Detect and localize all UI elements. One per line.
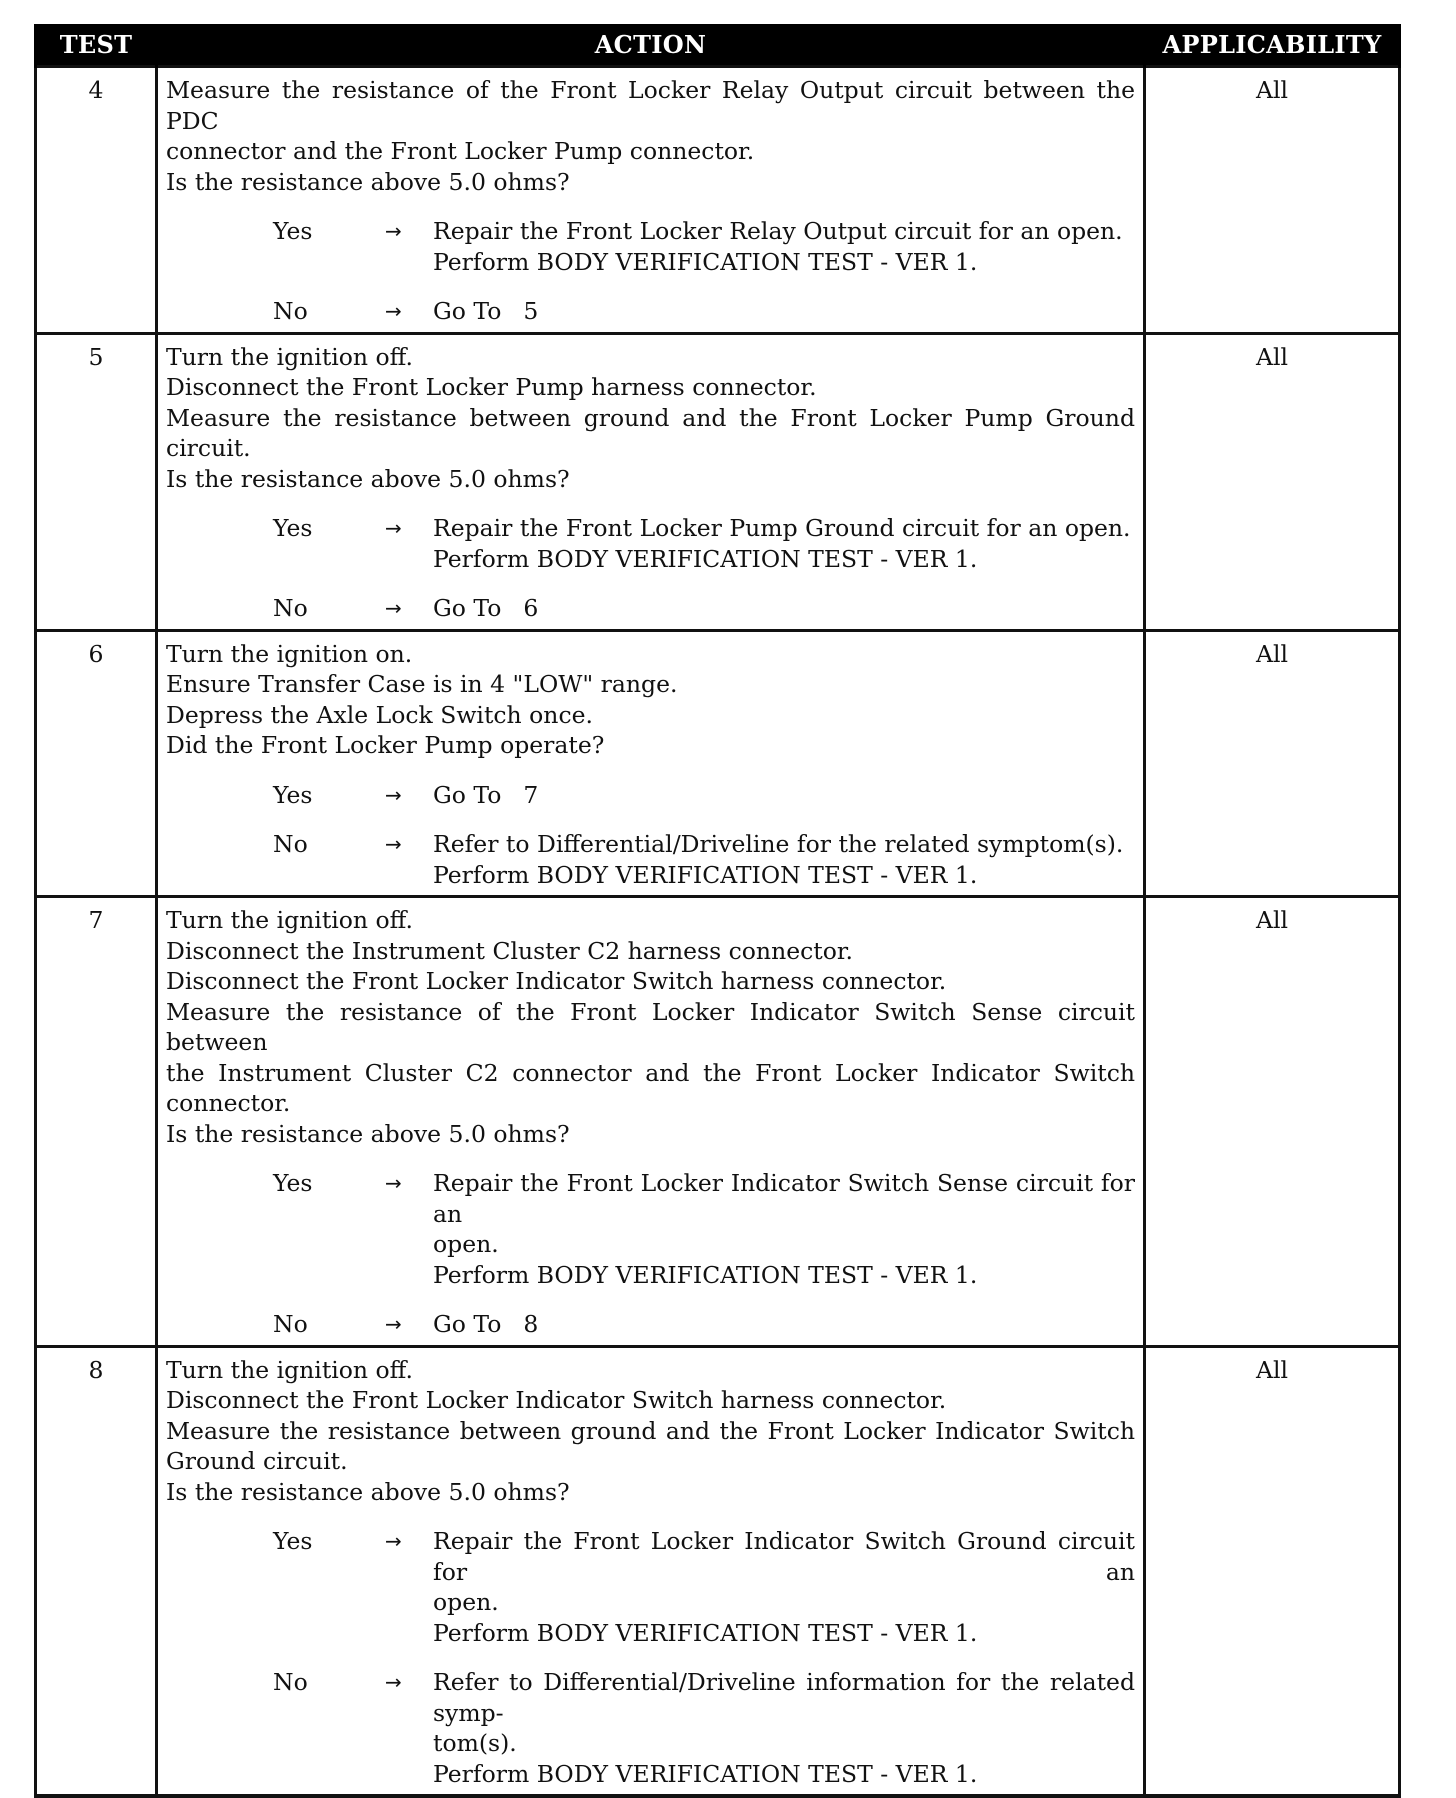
response-label: No <box>273 297 308 325</box>
applicability-value: All <box>1145 67 1400 334</box>
goto-label: Go To <box>433 1310 502 1338</box>
right-arrow-icon: → <box>385 219 402 243</box>
right-arrow-icon: → <box>385 782 402 807</box>
action-step-text: Ensure Transfer Case is in 4 "LOW" range. <box>166 670 678 698</box>
response-body <box>433 513 1135 574</box>
response-label: No <box>273 1310 308 1338</box>
response-text: Repair the Front Locker Indicator Switch Ground circuit for an <box>433 1527 1135 1586</box>
action-step-text: Is the resistance above 5.0 ohms? <box>166 1477 570 1506</box>
action-step-text: Is the resistance above 5.0 ohms? <box>166 1119 570 1148</box>
yes-response <box>166 216 1135 277</box>
response-text: Repair the Front Locker Relay Output circuit for an open. <box>433 217 1123 245</box>
goto-link[interactable] <box>433 1310 538 1338</box>
action-cell <box>157 1346 1145 1796</box>
response-text: Perform BODY VERIFICATION TEST - VER 1. <box>433 1260 978 1289</box>
goto-label: Go To <box>433 780 502 809</box>
header-applicability: APPLICABILITY <box>1145 24 1400 67</box>
no-response <box>166 829 1135 890</box>
response-label: Yes <box>273 1169 313 1197</box>
table-body <box>36 67 1400 1797</box>
goto-label: Go To <box>433 297 502 325</box>
action-cell <box>157 630 1145 897</box>
response-text: open. <box>433 1588 499 1616</box>
action-step-text: Turn the ignition on. <box>166 639 413 668</box>
applicability-value: All <box>1145 630 1400 897</box>
response-label: Yes <box>273 1527 313 1555</box>
test-number: 7 <box>36 897 157 1347</box>
response-label: No <box>273 830 308 858</box>
response-text: Perform BODY VERIFICATION TEST - VER 1. <box>433 860 978 889</box>
response-body <box>433 1309 1135 1340</box>
action-step-text: connector and the Front Locker Pump connector. <box>166 137 755 165</box>
table-row <box>36 897 1400 1347</box>
action-step-text: Ground circuit. <box>166 1447 348 1475</box>
applicability-value: All <box>1145 897 1400 1347</box>
yes-response <box>166 1526 1135 1648</box>
action-step-text: Did the Front Locker Pump operate? <box>166 731 605 759</box>
yes-response <box>166 513 1135 574</box>
action-cell <box>157 67 1145 334</box>
action-step-text: Is the resistance above 5.0 ohms? <box>166 167 570 196</box>
no-response <box>166 593 1135 624</box>
right-arrow-icon: → <box>385 832 402 856</box>
goto-test-number: 5 <box>523 297 539 325</box>
diagnostic-page <box>34 24 1398 1798</box>
response-text: Repair the Front Locker Indicator Switch Sense circuit for an <box>433 1169 1135 1228</box>
test-number: 4 <box>36 67 157 334</box>
response-text: Perform BODY VERIFICATION TEST - VER 1. <box>433 1618 978 1647</box>
response-label: Yes <box>273 514 313 542</box>
goto-link[interactable] <box>433 594 538 622</box>
right-arrow-icon: → <box>385 1529 402 1553</box>
response-text: Refer to Differential/Driveline information for the related symp- <box>433 1668 1135 1727</box>
action-step-text: Disconnect the Instrument Cluster C2 harness connector. <box>166 936 853 965</box>
action-step-text: Depress the Axle Lock Switch once. <box>166 700 593 729</box>
response-text: Repair the Front Locker Pump Ground circuit for an open. <box>433 514 1131 542</box>
header-test: TEST <box>36 24 157 67</box>
action-cell <box>157 897 1145 1347</box>
action-cell <box>157 333 1145 630</box>
response-label: Yes <box>273 780 313 809</box>
right-arrow-icon: → <box>385 1171 402 1195</box>
applicability-value: All <box>1145 1346 1400 1796</box>
table-row <box>36 333 1400 630</box>
action-step-text: Is the resistance above 5.0 ohms? <box>166 464 570 493</box>
response-body <box>433 216 1135 277</box>
action-step-text: Disconnect the Front Locker Indicator Switch harness connector. <box>166 1386 947 1414</box>
response-body <box>433 593 1135 624</box>
table-header <box>36 24 1400 67</box>
action-step-text: connector. <box>166 1089 291 1117</box>
goto-link[interactable] <box>433 781 538 809</box>
no-response <box>166 1309 1135 1340</box>
response-text: open. <box>433 1230 499 1258</box>
test-number: 5 <box>36 333 157 630</box>
goto-label: Go To <box>433 594 502 622</box>
table-row <box>36 1346 1400 1796</box>
action-step-text: Measure the resistance between ground and the Front Locker Indicator Switch <box>166 1416 1135 1445</box>
response-text: tom(s). <box>433 1729 517 1757</box>
action-step-text: Turn the ignition off. <box>166 1355 414 1384</box>
response-text: Perform BODY VERIFICATION TEST - VER 1. <box>433 247 978 276</box>
action-step-text: Measure the resistance of the Front Locker Indicator Switch Sense circuit between <box>166 997 1135 1056</box>
yes-response <box>166 1168 1135 1290</box>
right-arrow-icon: → <box>385 1312 402 1336</box>
right-arrow-icon: → <box>385 1670 402 1694</box>
no-response <box>166 1667 1135 1789</box>
right-arrow-icon: → <box>385 299 402 323</box>
action-step-text: Turn the ignition off. <box>166 342 414 371</box>
action-step-text: the Instrument Cluster C2 connector and the Front Locker Indicator Switch <box>166 1058 1135 1087</box>
right-arrow-icon: → <box>385 516 402 540</box>
response-label: No <box>273 1668 308 1696</box>
response-label: Yes <box>273 217 313 245</box>
header-action: ACTION <box>157 24 1145 67</box>
response-body <box>433 1168 1135 1290</box>
right-arrow-icon: → <box>385 596 402 620</box>
response-body <box>433 829 1135 890</box>
action-step-text: Disconnect the Front Locker Indicator Switch harness connector. <box>166 967 947 995</box>
response-body <box>433 1526 1135 1648</box>
test-number: 6 <box>36 630 157 897</box>
table-row <box>36 630 1400 897</box>
no-response <box>166 296 1135 327</box>
diagnostic-test-table <box>34 24 1401 1798</box>
goto-test-number: 8 <box>523 1310 539 1338</box>
response-body <box>433 780 1135 811</box>
goto-test-number: 7 <box>523 780 539 809</box>
response-body <box>433 1667 1135 1789</box>
response-text: Perform BODY VERIFICATION TEST - VER 1. <box>433 1759 978 1788</box>
response-text: Refer to Differential/Driveline for the related symptom(s). <box>433 830 1124 858</box>
test-number: 8 <box>36 1346 157 1796</box>
response-text: Perform BODY VERIFICATION TEST - VER 1. <box>433 544 978 573</box>
yes-response <box>166 780 1135 811</box>
goto-test-number: 6 <box>523 594 539 622</box>
action-step-text: Measure the resistance between ground and the Front Locker Pump Ground circuit. <box>166 403 1135 462</box>
goto-link[interactable] <box>433 297 538 325</box>
action-step-text: Disconnect the Front Locker Pump harness connector. <box>166 373 817 401</box>
response-label: No <box>273 594 308 622</box>
applicability-value: All <box>1145 333 1400 630</box>
action-step-text: Turn the ignition off. <box>166 906 414 934</box>
response-body <box>433 296 1135 327</box>
action-step-text: Measure the resistance of the Front Locker Relay Output circuit between the PDC <box>166 76 1135 135</box>
table-row <box>36 67 1400 334</box>
